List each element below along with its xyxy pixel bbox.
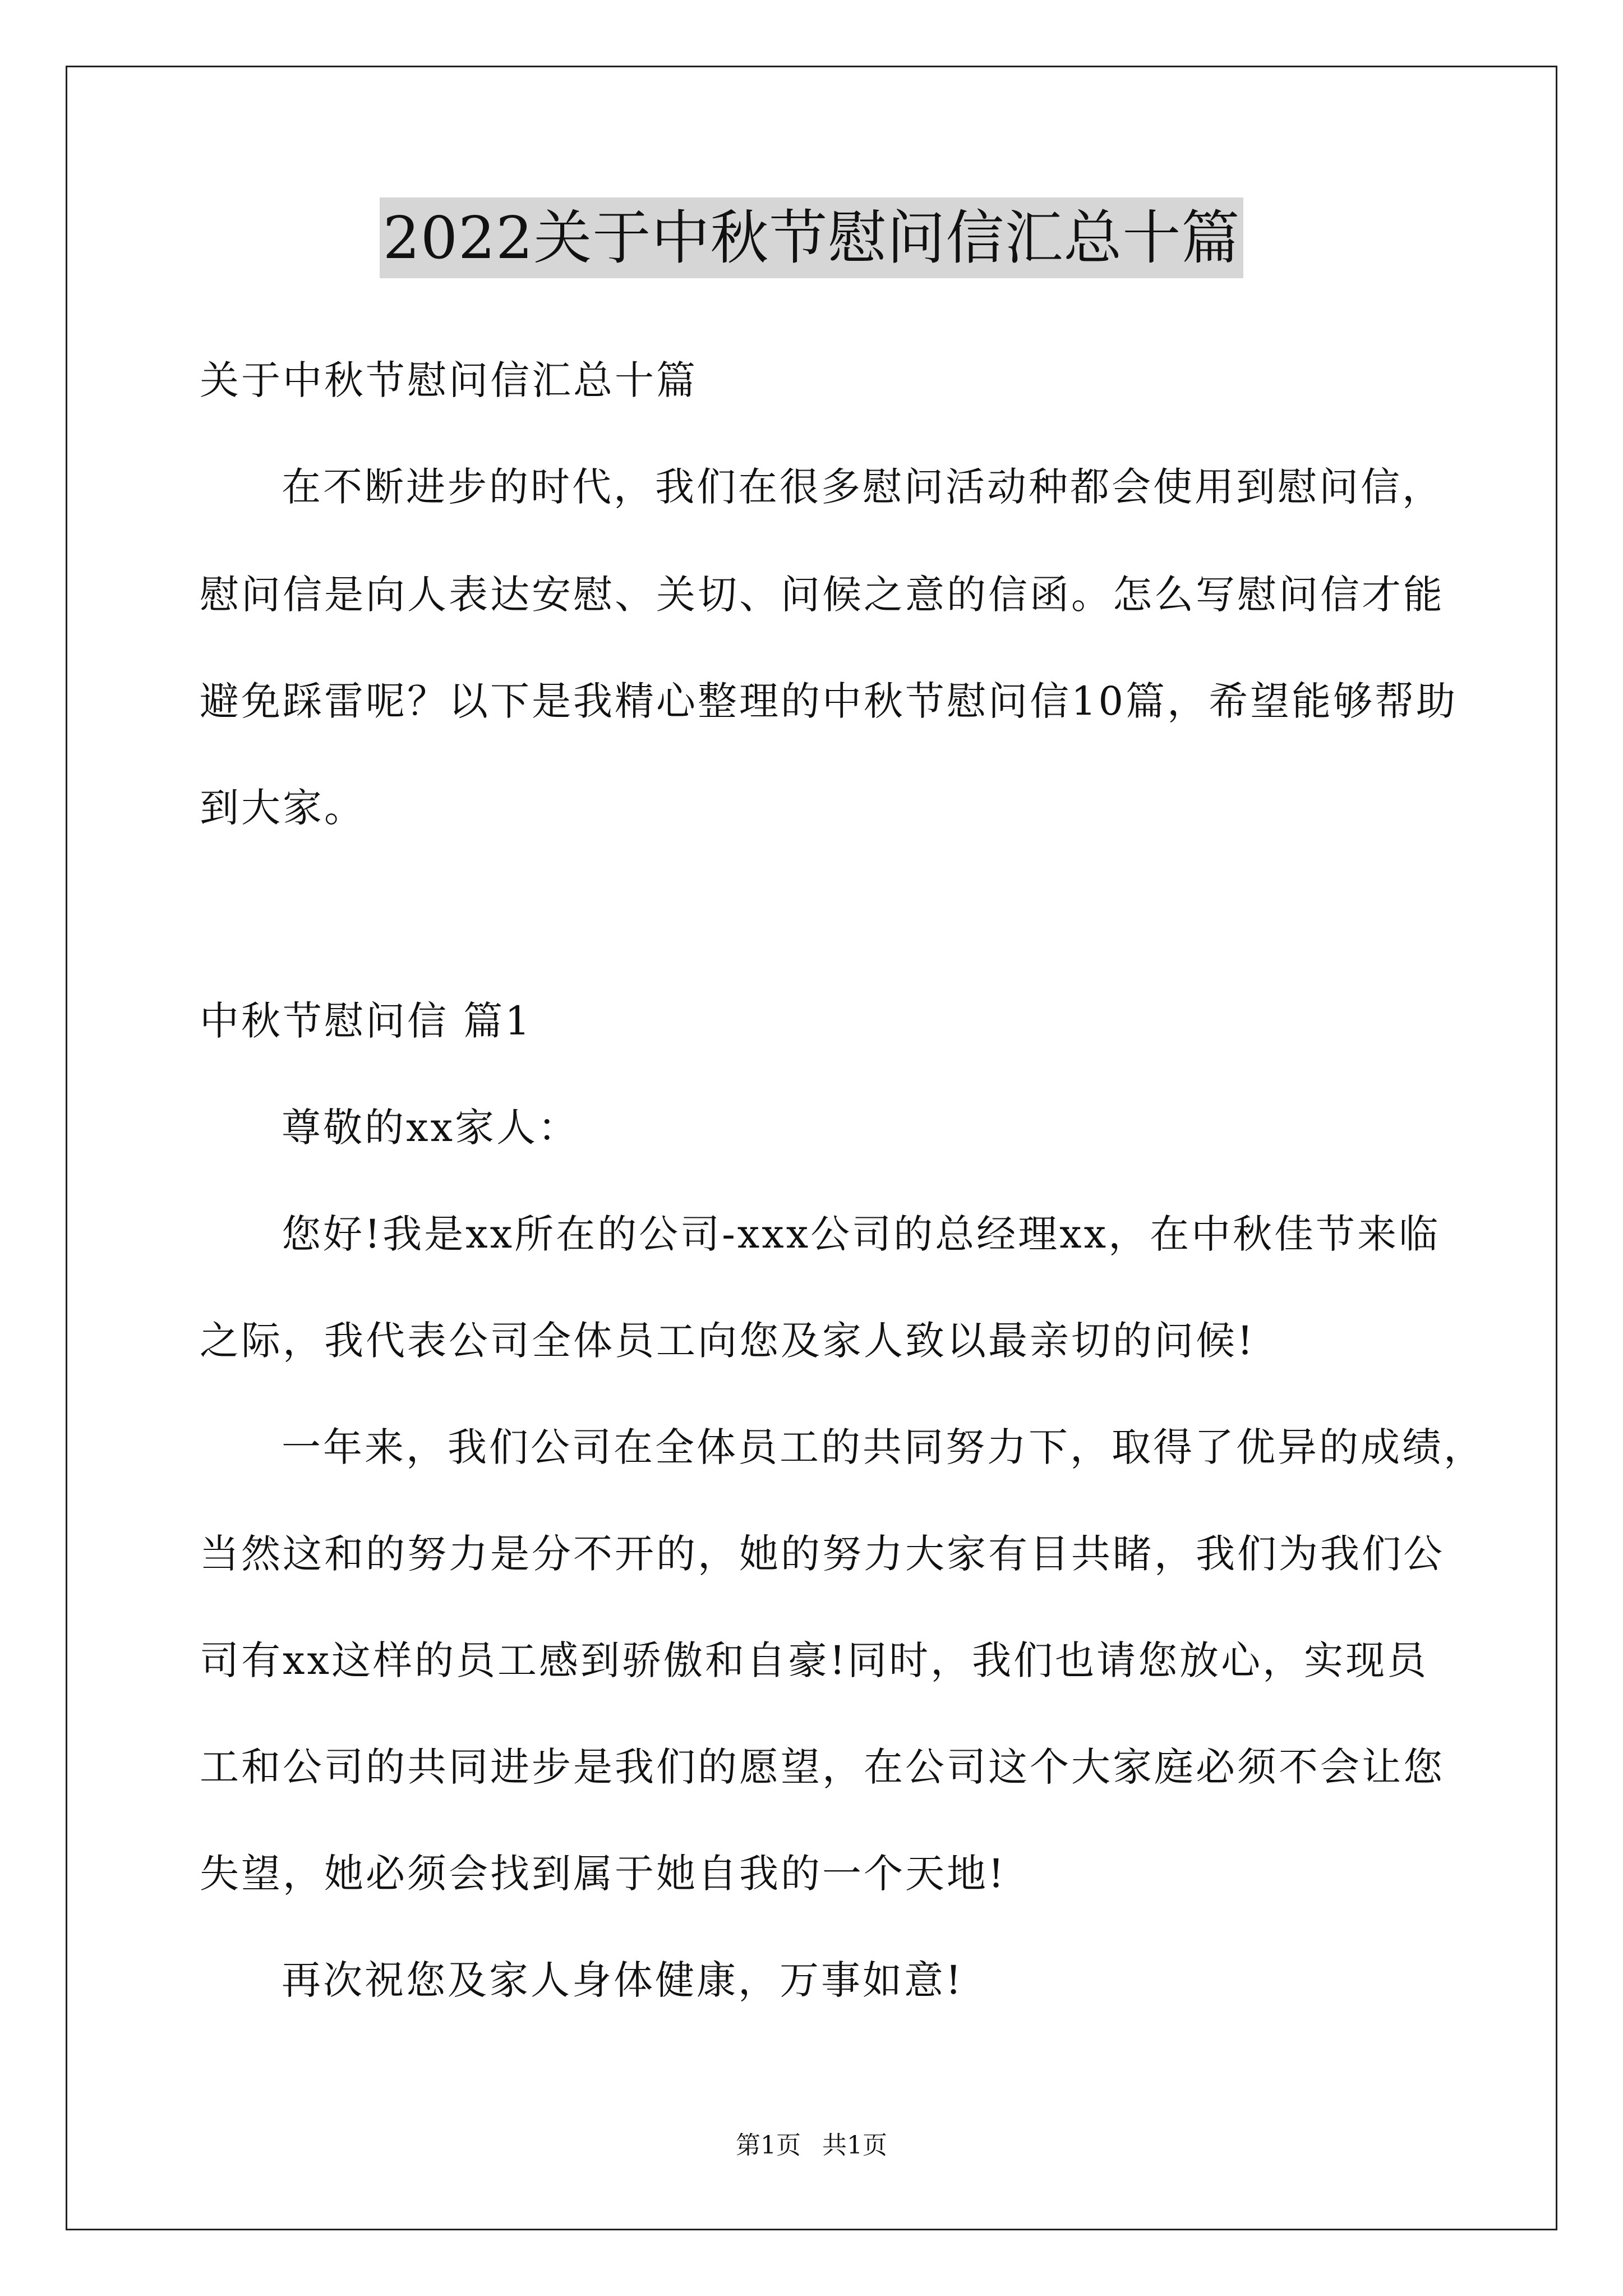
paragraph-line: 工和公司的共同进步是我们的愿望，在公司这个大家庭必须不会让您 <box>200 1744 1445 1790</box>
page-total: 共1页 <box>822 2131 887 2160</box>
paragraph-line: 之际，我代表公司全体员工向您及家人致以最亲切的问候! <box>200 1318 1256 1364</box>
page-footer <box>0 2129 1623 2162</box>
paragraph-line: 您好!我是xx所在的公司-xxx公司的总经理xx，在中秋佳节来临 <box>282 1211 1441 1257</box>
title-container <box>0 197 1623 278</box>
paragraph-line: 失望，她必须会找到属于她自我的一个天地! <box>200 1851 1007 1897</box>
document-subtitle: 关于中秋节慰问信汇总十篇 <box>200 357 698 403</box>
intro-line: 避免踩雷呢？以下是我精心整理的中秋节慰问信10篇，希望能够帮助 <box>200 678 1458 724</box>
section-heading: 中秋节慰问信 篇1 <box>200 998 532 1044</box>
document-title: 2022关于中秋节慰问信汇总十篇 <box>380 197 1244 278</box>
page-number: 第1页 <box>736 2131 801 2160</box>
paragraph-line: 当然这和的努力是分不开的，她的努力大家有目共睹，我们为我们公 <box>200 1531 1445 1577</box>
closing-line: 再次祝您及家人身体健康，万事如意! <box>282 1957 964 2003</box>
salutation: 尊敬的xx家人： <box>282 1105 579 1151</box>
intro-line: 到大家。 <box>200 785 366 831</box>
paragraph-line: 司有xx这样的员工感到骄傲和自豪!同时，我们也请您放心，实现员 <box>200 1637 1429 1683</box>
intro-line: 在不断进步的时代，我们在很多慰问活动种都会使用到慰问信， <box>282 464 1444 510</box>
paragraph-line: 一年来，我们公司在全体员工的共同努力下，取得了优异的成绩， <box>282 1424 1485 1470</box>
intro-line: 慰问信是向人表达安慰、关切、问候之意的信函。怎么写慰问信才能 <box>200 572 1445 618</box>
